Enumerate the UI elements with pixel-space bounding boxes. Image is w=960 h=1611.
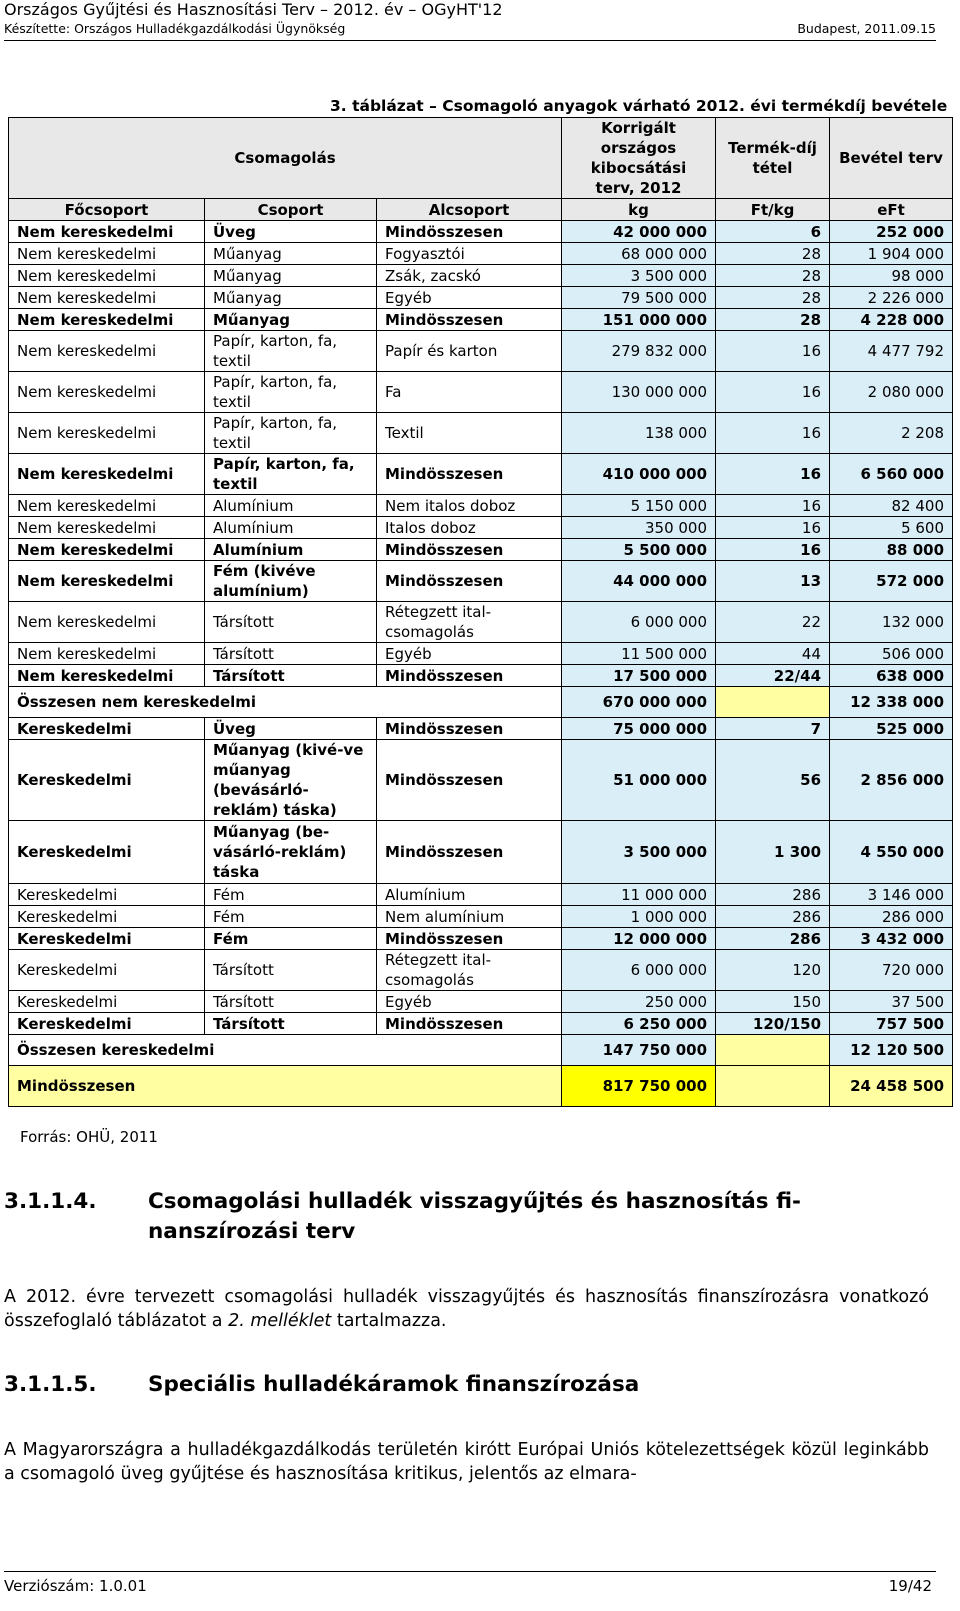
fee-cell: 22/44 <box>716 665 830 687</box>
main-group-cell: Nem kereskedelmi <box>9 454 205 495</box>
group-cell: Papír, karton, fa, textil <box>205 372 377 413</box>
revenue-cell: 572 000 <box>830 561 953 602</box>
main-group-cell: Nem kereskedelmi <box>9 372 205 413</box>
revenue-cell: 6 560 000 <box>830 454 953 495</box>
subgroup-cell: Textil <box>377 413 562 454</box>
group-cell: Üveg <box>205 221 377 243</box>
table-row <box>9 454 953 495</box>
grand-total-eft: 24 458 500 <box>830 1066 953 1107</box>
revenue-cell: 252 000 <box>830 221 953 243</box>
column-header: eFt <box>830 199 953 221</box>
table-caption: 3. táblázat – Csomagoló anyagok várható 2012. évi termékdíj bevétele <box>330 97 948 115</box>
group-cell: Műanyag <box>205 265 377 287</box>
main-group-cell: Nem kereskedelmi <box>9 495 205 517</box>
group-cell: Társított <box>205 1013 377 1035</box>
revenue-cell: 98 000 <box>830 265 953 287</box>
kg-cell: 68 000 000 <box>562 243 716 265</box>
kg-cell: 6 000 000 <box>562 950 716 991</box>
main-group-cell: Kereskedelmi <box>9 950 205 991</box>
revenue-cell: 638 000 <box>830 665 953 687</box>
subgroup-cell: Alumínium <box>377 884 562 906</box>
subtotal-noncommercial-eft: 12 338 000 <box>830 687 953 718</box>
table-row <box>9 287 953 309</box>
fee-cell: 44 <box>716 643 830 665</box>
subgroup-cell: Egyéb <box>377 991 562 1013</box>
group-cell: Műanyag (be-vásárló-reklám) táska <box>205 821 377 884</box>
main-group-cell: Nem kereskedelmi <box>9 665 205 687</box>
table-row <box>9 884 953 906</box>
fee-cell: 286 <box>716 884 830 906</box>
subgroup-cell: Italos doboz <box>377 517 562 539</box>
fee-cell: 16 <box>716 331 830 372</box>
main-group-cell: Nem kereskedelmi <box>9 331 205 372</box>
group-cell: Alumínium <box>205 495 377 517</box>
fee-cell: 7 <box>716 718 830 740</box>
fee-cell: 28 <box>716 243 830 265</box>
kg-cell: 51 000 000 <box>562 740 716 821</box>
column-header: kg <box>562 199 716 221</box>
fee-cell: 16 <box>716 517 830 539</box>
group-cell: Fém <box>205 906 377 928</box>
table-row <box>9 821 953 884</box>
kg-cell: 350 000 <box>562 517 716 539</box>
group-cell: Fém (kivéve alumínium) <box>205 561 377 602</box>
kg-cell: 12 000 000 <box>562 928 716 950</box>
main-group-cell: Kereskedelmi <box>9 884 205 906</box>
table-row <box>9 243 953 265</box>
kg-cell: 5 500 000 <box>562 539 716 561</box>
table-row <box>9 372 953 413</box>
section-paragraph <box>4 1285 929 1333</box>
table-row <box>9 495 953 517</box>
main-group-cell: Kereskedelmi <box>9 928 205 950</box>
kg-cell: 11 500 000 <box>562 643 716 665</box>
main-group-cell: Kereskedelmi <box>9 906 205 928</box>
subtotal-commercial-fee-empty <box>716 1035 830 1066</box>
group-cell: Papír, karton, fa, textil <box>205 331 377 372</box>
fee-cell: 120 <box>716 950 830 991</box>
table-row <box>9 950 953 991</box>
revenue-cell: 757 500 <box>830 1013 953 1035</box>
group-cell: Műanyag <box>205 309 377 331</box>
kg-cell: 410 000 000 <box>562 454 716 495</box>
subgroup-cell: Fa <box>377 372 562 413</box>
main-group-cell: Nem kereskedelmi <box>9 539 205 561</box>
main-group-cell: Nem kereskedelmi <box>9 413 205 454</box>
page-number: 19/42 <box>888 1577 932 1595</box>
table-row <box>9 718 953 740</box>
grand-total-fee-empty <box>716 1066 830 1107</box>
main-group-cell: Kereskedelmi <box>9 740 205 821</box>
fee-cell: 13 <box>716 561 830 602</box>
kg-cell: 6 250 000 <box>562 1013 716 1035</box>
header-divider <box>4 40 936 41</box>
table-row <box>9 991 953 1013</box>
revenue-cell: 720 000 <box>830 950 953 991</box>
group-cell: Társított <box>205 602 377 643</box>
table-row <box>9 906 953 928</box>
table-row <box>9 517 953 539</box>
subgroup-cell: Mindösszesen <box>377 665 562 687</box>
subtotal-commercial-kg: 147 750 000 <box>562 1035 716 1066</box>
subgroup-cell: Rétegzett ital-csomagolás <box>377 950 562 991</box>
revenue-cell: 132 000 <box>830 602 953 643</box>
revenue-cell: 2 226 000 <box>830 287 953 309</box>
fee-cell: 1 300 <box>716 821 830 884</box>
fee-cell: 16 <box>716 372 830 413</box>
document-author: Készítette: Országos Hulladékgazdálkodási Ügynökség <box>4 21 346 36</box>
column-header: Alcsoport <box>377 199 562 221</box>
revenue-cell: 4 477 792 <box>830 331 953 372</box>
subgroup-cell: Fogyasztói <box>377 243 562 265</box>
commercial-rows <box>9 718 953 1035</box>
revenue-cell: 37 500 <box>830 991 953 1013</box>
group-cell: Üveg <box>205 718 377 740</box>
subgroup-cell: Mindösszesen <box>377 1013 562 1035</box>
revenue-cell: 3 146 000 <box>830 884 953 906</box>
paragraph-text: tartalmazza. <box>331 1311 447 1331</box>
group-cell: Fém <box>205 884 377 906</box>
subgroup-cell: Mindösszesen <box>377 539 562 561</box>
section-number: 3.1.1.4. <box>4 1189 97 1214</box>
subgroup-cell: Rétegzett ital-csomagolás <box>377 602 562 643</box>
kg-cell: 11 000 000 <box>562 884 716 906</box>
revenue-cell: 1 904 000 <box>830 243 953 265</box>
main-group-cell: Nem kereskedelmi <box>9 561 205 602</box>
revenue-cell: 2 080 000 <box>830 372 953 413</box>
main-group-cell: Nem kereskedelmi <box>9 287 205 309</box>
main-group-cell: Nem kereskedelmi <box>9 517 205 539</box>
subgroup-cell: Nem italos doboz <box>377 495 562 517</box>
column-header: Csoport <box>205 199 377 221</box>
subgroup-cell: Mindösszesen <box>377 740 562 821</box>
kg-cell: 75 000 000 <box>562 718 716 740</box>
column-header: Főcsoport <box>9 199 205 221</box>
version-number: Verziószám: 1.0.01 <box>4 1577 147 1595</box>
group-cell: Alumínium <box>205 539 377 561</box>
table-row <box>9 643 953 665</box>
main-group-cell: Nem kereskedelmi <box>9 243 205 265</box>
group-cell: Műanyag <box>205 243 377 265</box>
subgroup-cell: Papír és karton <box>377 331 562 372</box>
revenue-cell: 2 208 <box>830 413 953 454</box>
kg-cell: 151 000 000 <box>562 309 716 331</box>
fee-cell: 16 <box>716 413 830 454</box>
kg-cell: 279 832 000 <box>562 331 716 372</box>
kg-cell: 42 000 000 <box>562 221 716 243</box>
revenue-table <box>8 117 953 1107</box>
subgroup-cell: Egyéb <box>377 643 562 665</box>
group-cell: Társított <box>205 991 377 1013</box>
header-fee: Termék-díj tétel <box>716 118 830 199</box>
document-header-title: Országos Gyűjtési és Hasznosítási Terv – 2012. év – OGyHT'12 <box>4 0 503 19</box>
fee-cell: 6 <box>716 221 830 243</box>
fee-cell: 28 <box>716 265 830 287</box>
table-row <box>9 265 953 287</box>
subtotal-noncommercial-kg: 670 000 000 <box>562 687 716 718</box>
table-row <box>9 665 953 687</box>
subgroup-cell: Zsák, zacskó <box>377 265 562 287</box>
group-cell: Társított <box>205 950 377 991</box>
group-cell: Alumínium <box>205 517 377 539</box>
kg-cell: 250 000 <box>562 991 716 1013</box>
revenue-cell: 4 550 000 <box>830 821 953 884</box>
group-cell: Társított <box>205 665 377 687</box>
subgroup-cell: Egyéb <box>377 287 562 309</box>
main-group-cell: Kereskedelmi <box>9 821 205 884</box>
kg-cell: 6 000 000 <box>562 602 716 643</box>
header-packaging: Csomagolás <box>9 118 562 199</box>
grand-total-label: Mindösszesen <box>9 1066 562 1107</box>
fee-cell: 28 <box>716 287 830 309</box>
main-group-cell: Nem kereskedelmi <box>9 309 205 331</box>
subgroup-cell: Mindösszesen <box>377 928 562 950</box>
document-place-date: Budapest, 2011.09.15 <box>797 21 936 36</box>
revenue-cell: 4 228 000 <box>830 309 953 331</box>
main-group-cell: Nem kereskedelmi <box>9 221 205 243</box>
table-row <box>9 602 953 643</box>
main-group-cell: Kereskedelmi <box>9 718 205 740</box>
group-cell: Műanyag <box>205 287 377 309</box>
group-cell: Papír, karton, fa, textil <box>205 413 377 454</box>
kg-cell: 130 000 000 <box>562 372 716 413</box>
table-row <box>9 928 953 950</box>
appendix-reference: 2. melléklet <box>228 1311 332 1331</box>
group-cell: Műanyag (kivé-ve műanyag (bevásárló-reklám) táska) <box>205 740 377 821</box>
fee-cell: 150 <box>716 991 830 1013</box>
subtotal-noncommercial-fee-empty <box>716 687 830 718</box>
table-row <box>9 561 953 602</box>
fee-cell: 120/150 <box>716 1013 830 1035</box>
subtotal-commercial-label: Összesen kereskedelmi <box>9 1035 562 1066</box>
revenue-cell: 506 000 <box>830 643 953 665</box>
kg-cell: 138 000 <box>562 413 716 454</box>
revenue-cell: 5 600 <box>830 517 953 539</box>
table-source: Forrás: OHÜ, 2011 <box>20 1128 158 1146</box>
main-group-cell: Kereskedelmi <box>9 1013 205 1035</box>
main-group-cell: Nem kereskedelmi <box>9 265 205 287</box>
kg-cell: 5 150 000 <box>562 495 716 517</box>
table-row <box>9 309 953 331</box>
kg-cell: 79 500 000 <box>562 287 716 309</box>
main-group-cell: Nem kereskedelmi <box>9 602 205 643</box>
group-cell: Fém <box>205 928 377 950</box>
revenue-cell: 3 432 000 <box>830 928 953 950</box>
column-header: Ft/kg <box>716 199 830 221</box>
subgroup-cell: Nem alumínium <box>377 906 562 928</box>
subgroup-cell: Mindösszesen <box>377 221 562 243</box>
table-row <box>9 221 953 243</box>
kg-cell: 3 500 000 <box>562 265 716 287</box>
fee-cell: 16 <box>716 454 830 495</box>
grand-total-kg: 817 750 000 <box>562 1066 716 1107</box>
table-row <box>9 1013 953 1035</box>
header-corrected-plan: Korrigált országos kibocsátási terv, 2012 <box>562 118 716 199</box>
table-row <box>9 413 953 454</box>
revenue-cell: 88 000 <box>830 539 953 561</box>
kg-cell: 1 000 000 <box>562 906 716 928</box>
fee-cell: 56 <box>716 740 830 821</box>
subgroup-cell: Mindösszesen <box>377 718 562 740</box>
subgroup-cell: Mindösszesen <box>377 454 562 495</box>
subtotal-noncommercial-label: Összesen nem kereskedelmi <box>9 687 562 718</box>
revenue-cell: 286 000 <box>830 906 953 928</box>
paragraph-text: A 2012. évre tervezett csomagolási hulladék visszagyűjtés és hasznosítás finanszírozásra vonatkozó összefoglaló táblázatot a <box>4 1287 929 1331</box>
group-cell: Társított <box>205 643 377 665</box>
subtotal-commercial-eft: 12 120 500 <box>830 1035 953 1066</box>
fee-cell: 286 <box>716 928 830 950</box>
subgroup-cell: Mindösszesen <box>377 821 562 884</box>
noncommercial-rows <box>9 221 953 687</box>
main-group-cell: Nem kereskedelmi <box>9 643 205 665</box>
fee-cell: 22 <box>716 602 830 643</box>
kg-cell: 44 000 000 <box>562 561 716 602</box>
table-row <box>9 331 953 372</box>
group-cell: Papír, karton, fa, textil <box>205 454 377 495</box>
kg-cell: 3 500 000 <box>562 821 716 884</box>
fee-cell: 286 <box>716 906 830 928</box>
fee-cell: 16 <box>716 495 830 517</box>
table-row <box>9 539 953 561</box>
revenue-cell: 82 400 <box>830 495 953 517</box>
subgroup-cell: Mindösszesen <box>377 309 562 331</box>
subgroup-cell: Mindösszesen <box>377 561 562 602</box>
section-number: 3.1.1.5. <box>4 1372 97 1397</box>
fee-cell: 16 <box>716 539 830 561</box>
section-title: Speciális hulladékáramok finanszírozása <box>148 1372 640 1397</box>
main-group-cell: Kereskedelmi <box>9 991 205 1013</box>
fee-cell: 28 <box>716 309 830 331</box>
revenue-cell: 2 856 000 <box>830 740 953 821</box>
footer-divider <box>4 1571 936 1572</box>
table-row <box>9 740 953 821</box>
revenue-cell: 525 000 <box>830 718 953 740</box>
section-title: Csomagolási hulladék visszagyűjtés és hasznosítás fi-nanszírozási terv <box>148 1189 801 1244</box>
section-paragraph: A Magyarországra a hulladékgazdálkodás területén kirótt Európai Uniós kötelezettségek közül leginkább a csomagoló üveg gyűjtése és hasznosítása kritikus, jelentős az elmara- <box>4 1440 929 1484</box>
kg-cell: 17 500 000 <box>562 665 716 687</box>
header-revenue: Bevétel terv <box>830 118 953 199</box>
